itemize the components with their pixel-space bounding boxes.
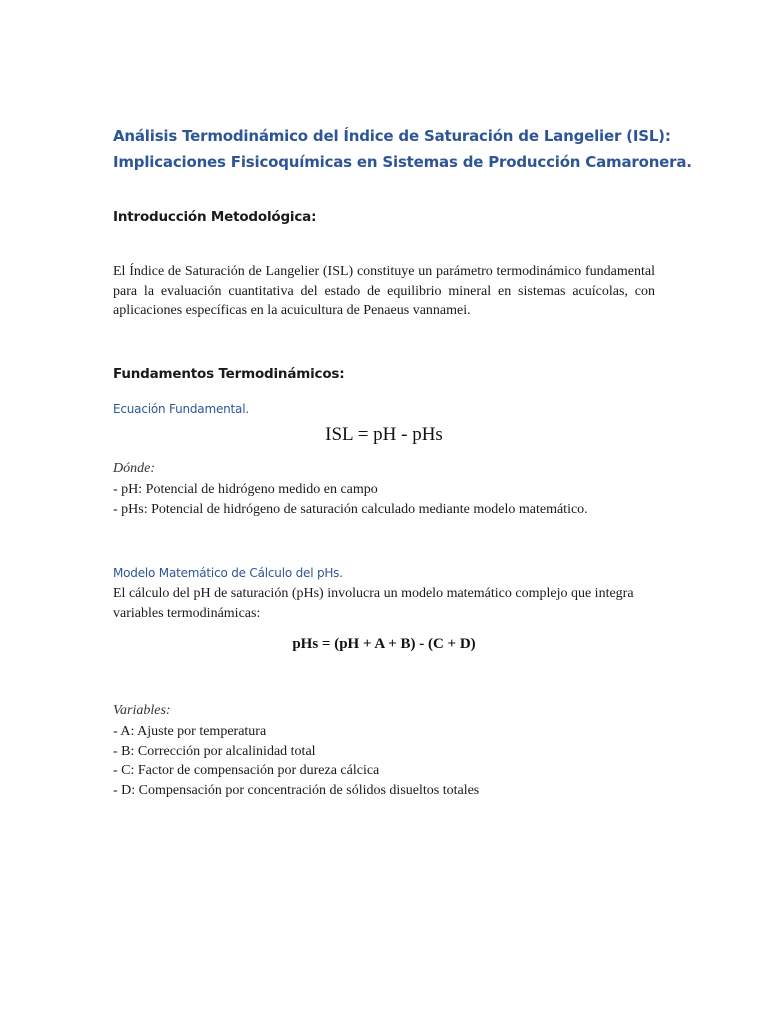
- definition-item: - pH: Potencial de hidrógeno medido en campo: [113, 482, 378, 497]
- fundamentals-heading: Fundamentos Termodinámicos:: [113, 366, 345, 382]
- variable-item: - D: Compensación por concentración de sólidos disueltos totales: [113, 782, 480, 798]
- variable-item: - B: Corrección por alcalinidad total: [113, 743, 316, 759]
- where-label: Dónde:: [113, 461, 155, 476]
- model-paragraph: El cálculo del pH de saturación (pHs) involucra un modelo matemático complejo que integra variables termodinámicas:: [113, 586, 634, 621]
- isl-equation: ISL = pH - pHs: [325, 424, 443, 445]
- variable-item: - A: Ajuste por temperatura: [113, 724, 267, 739]
- equation-heading: Ecuación Fundamental.: [113, 402, 249, 416]
- variables-list: [113, 722, 655, 800]
- model-heading: Modelo Matemático de Cálculo del pHs.: [113, 566, 343, 580]
- definition-item: - pHs: Potencial de hidrógeno de saturación calculado mediante modelo matemático.: [113, 501, 588, 517]
- definitions-list: [113, 480, 655, 519]
- title-line-1: Análisis Termodinámico del Índice de Saturación de Langelier (ISL):: [113, 127, 671, 145]
- variable-item: - C: Factor de compensación por dureza cálcica: [113, 763, 380, 779]
- document-title: [113, 123, 692, 175]
- intro-paragraph: El Índice de Saturación de Langelier (ISL) constituye un parámetro termodinámico fundamental para la evaluación cuantitativa del estado de equilibrio mineral en sistemas acuícolas, con aplicaciones específicas en la acuicultura de Penaeus vannamei.: [113, 264, 655, 318]
- phs-formula: pHs = (pH + A + B) - (C + D): [292, 636, 476, 652]
- title-line-2: Implicaciones Fisicoquímicas en Sistemas de Producción Camaronera.: [113, 153, 692, 171]
- variables-label: Variables:: [113, 703, 171, 718]
- intro-heading: Introducción Metodológica:: [113, 209, 317, 225]
